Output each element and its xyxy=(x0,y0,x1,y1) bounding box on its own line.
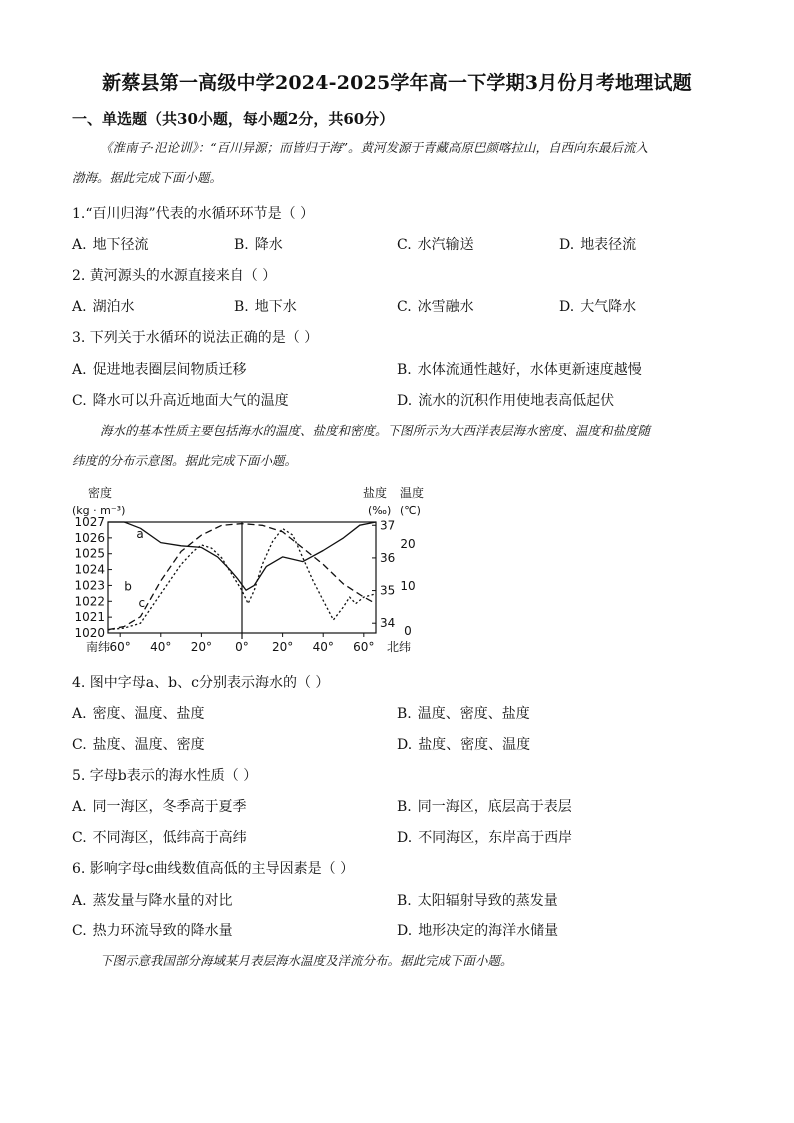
option-letter: B. xyxy=(234,237,249,253)
option-letter: D. xyxy=(397,923,413,939)
passage-1-line-2: 渤海。据此完成下面小题。 xyxy=(72,170,223,185)
ocean-properties-chart xyxy=(72,480,425,660)
salinity-tick-label: 35 xyxy=(380,583,396,598)
option-text: 湖泊水 xyxy=(92,299,135,315)
question-1-stem: 1.“百川归海”代表的水循环环节是（ ） xyxy=(72,206,315,222)
option-text: 地下水 xyxy=(254,299,297,315)
option-letter: A. xyxy=(72,299,87,315)
passage-2 xyxy=(72,416,732,476)
option-letter: A. xyxy=(72,706,87,722)
salinity-tick-label: 34 xyxy=(380,616,396,631)
option-text: 蒸发量与降水量的对比 xyxy=(92,893,233,909)
option-text: 地下径流 xyxy=(92,237,149,253)
option-letter: C. xyxy=(72,830,87,846)
question-6-option-c[interactable] xyxy=(72,920,233,940)
question-4-option-a[interactable] xyxy=(72,703,205,723)
question-6-option-d[interactable] xyxy=(397,920,558,940)
density-tick-label: 1021 xyxy=(74,610,105,625)
option-letter: D. xyxy=(559,237,575,253)
option-letter: C. xyxy=(397,237,412,253)
option-letter: B. xyxy=(397,362,412,378)
option-text: 地表径流 xyxy=(580,237,637,253)
left-axis-label-1: 密度 xyxy=(88,486,113,500)
question-2-stem: 2. 黄河源头的水源直接来自（ ） xyxy=(72,268,277,284)
option-letter: B. xyxy=(397,893,412,909)
question-4-option-c[interactable] xyxy=(72,734,205,754)
option-letter: D. xyxy=(397,830,413,846)
density-tick-label: 1026 xyxy=(74,530,105,545)
salinity-tick-label: 37 xyxy=(380,518,396,533)
x-tick-label: 60° xyxy=(109,640,131,654)
density-tick-label: 1024 xyxy=(74,562,105,577)
question-1-option-a[interactable] xyxy=(72,234,149,254)
x-axis-label-south: 南纬 xyxy=(86,640,111,654)
question-2-option-d[interactable] xyxy=(559,296,636,316)
question-6-option-b[interactable] xyxy=(397,890,558,910)
salinity-axis-label-1: 盐度 xyxy=(363,486,388,500)
option-text: 盐度、密度、温度 xyxy=(418,737,531,753)
passage-1-line-1: 《淮南子·氾论训》：“百川异源；而皆归于海”。黄河发源于青藏高原巴颜喀拉山，自西向东最后流入 xyxy=(100,140,649,155)
option-letter: D. xyxy=(397,737,413,753)
x-tick-label: 20° xyxy=(271,640,294,654)
x-tick-label: 60° xyxy=(353,640,375,654)
density-tick-label: 1022 xyxy=(74,594,105,609)
option-letter: A. xyxy=(72,237,87,253)
question-6-stem: 6. 影响字母c曲线数值高低的主导因素是（ ） xyxy=(72,861,355,877)
temperature-tick-label: 20 xyxy=(400,537,416,551)
question-5-option-a[interactable] xyxy=(72,796,247,816)
passage-2-line-2: 纬度的分布示意图。据此完成下面小题。 xyxy=(72,453,298,468)
passage-2-line-1: 海水的基本性质主要包括海水的温度、盐度和密度。下图所示为大西洋表层海水密度、温度和盐度随 xyxy=(100,423,651,438)
series-c-label: c xyxy=(138,595,146,610)
chart-svg xyxy=(72,480,425,660)
option-letter: A. xyxy=(72,799,87,815)
option-text: 同一海区，冬季高于夏季 xyxy=(92,799,247,815)
option-text: 水体流通性越好，水体更新速度越慢 xyxy=(417,362,642,378)
option-letter: D. xyxy=(559,299,575,315)
page-title: 新蔡县第一高级中学2024-2025学年高一下学期3月份月考地理试题 xyxy=(102,72,692,94)
question-2-option-b[interactable] xyxy=(234,296,297,316)
density-tick-label: 1025 xyxy=(74,546,105,561)
x-axis-label-north: 北纬 xyxy=(387,640,412,654)
temperature-axis-label-2: (℃) xyxy=(400,504,421,517)
question-2-option-c[interactable] xyxy=(397,296,474,316)
option-text: 温度、密度、盐度 xyxy=(417,706,530,722)
question-5-stem: 5. 字母b表示的海水性质（ ） xyxy=(72,768,258,784)
option-letter: B. xyxy=(234,299,249,315)
temperature-tick-label: 0 xyxy=(404,624,412,638)
option-letter: C. xyxy=(72,923,87,939)
question-5-option-c[interactable] xyxy=(72,827,247,847)
x-tick-label: 0° xyxy=(235,640,249,654)
option-letter: C. xyxy=(72,737,87,753)
density-tick-label: 1023 xyxy=(74,578,105,593)
question-5-option-b[interactable] xyxy=(397,796,572,816)
left-axis-label-2: (kg · m⁻³) xyxy=(72,504,126,517)
question-4-stem: 4. 图中字母a、b、c分别表示海水的（ ） xyxy=(72,675,330,691)
passage-3: 下图示意我国部分海域某月表层海水温度及洋流分布。据此完成下面小题。 xyxy=(100,953,513,968)
option-text: 大气降水 xyxy=(580,299,637,315)
option-letter: D. xyxy=(397,393,413,409)
passage-1 xyxy=(72,133,732,193)
option-letter: B. xyxy=(397,799,412,815)
option-text: 不同海区，低纬高于高纬 xyxy=(92,830,247,846)
density-tick-label: 1020 xyxy=(74,626,105,640)
series-a-label: a xyxy=(136,526,144,541)
option-letter: A. xyxy=(72,362,87,378)
option-letter: B. xyxy=(397,706,412,722)
option-text: 盐度、温度、密度 xyxy=(92,737,205,753)
salinity-tick-label: 36 xyxy=(380,550,396,565)
question-1-option-d[interactable] xyxy=(559,234,636,254)
option-text: 同一海区，底层高于表层 xyxy=(417,799,572,815)
question-3-stem: 3. 下列关于水循环的说法正确的是（ ） xyxy=(72,330,319,346)
series-b-label: b xyxy=(124,579,132,594)
x-tick-label: 40° xyxy=(312,640,334,654)
option-letter: A. xyxy=(72,893,87,909)
option-text: 降水 xyxy=(254,237,283,253)
option-text: 不同海区，东岸高于西岸 xyxy=(418,830,573,846)
x-tick-label: 20° xyxy=(190,640,213,654)
temperature-axis-label-1: 温度 xyxy=(400,486,425,500)
question-3-option-c[interactable] xyxy=(72,390,289,410)
question-1-option-c[interactable] xyxy=(397,234,474,254)
option-text: 促进地表圈层间物质迁移 xyxy=(92,362,247,378)
salinity-axis-label-2: (‰) xyxy=(368,504,392,517)
option-text: 冰雪融水 xyxy=(417,299,474,315)
option-text: 热力环流导致的降水量 xyxy=(92,923,233,939)
option-text: 地形决定的海洋水储量 xyxy=(418,923,559,939)
option-text: 降水可以升高近地面大气的温度 xyxy=(92,393,289,409)
option-text: 水汽输送 xyxy=(417,237,474,253)
question-5-option-d[interactable] xyxy=(397,827,572,847)
question-6-option-a[interactable] xyxy=(72,890,233,910)
option-text: 密度、温度、盐度 xyxy=(92,706,205,722)
question-3-option-a[interactable] xyxy=(72,359,247,379)
question-3-option-d[interactable] xyxy=(397,390,614,410)
question-1-option-b[interactable] xyxy=(234,234,283,254)
density-tick-label: 1027 xyxy=(74,515,105,529)
question-3-option-b[interactable] xyxy=(397,359,642,379)
option-text: 流水的沉积作用使地表高低起伏 xyxy=(418,393,615,409)
section-heading: 一、单选题（共30小题，每小题2分，共60分） xyxy=(72,110,395,128)
x-tick-label: 40° xyxy=(150,640,172,654)
question-4-option-b[interactable] xyxy=(397,703,530,723)
option-text: 太阳辐射导致的蒸发量 xyxy=(417,893,558,909)
option-letter: C. xyxy=(397,299,412,315)
question-4-option-d[interactable] xyxy=(397,734,530,754)
temperature-tick-label: 10 xyxy=(400,579,416,593)
question-2-option-a[interactable] xyxy=(72,296,135,316)
option-letter: C. xyxy=(72,393,87,409)
